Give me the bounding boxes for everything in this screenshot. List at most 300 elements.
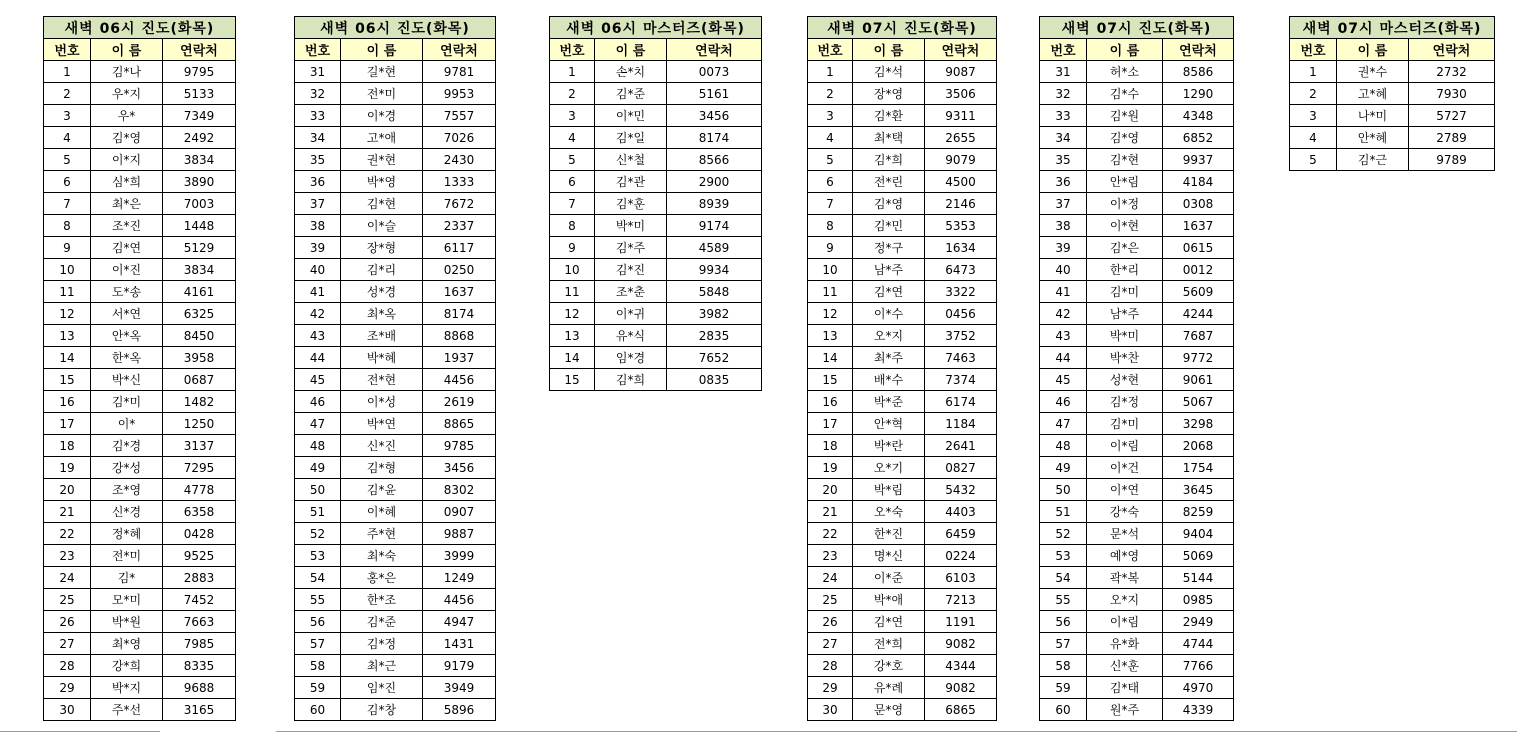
contact-cell: 9781 — [423, 61, 496, 83]
contact-cell: 9772 — [1163, 347, 1234, 369]
contact-cell: 4339 — [1163, 699, 1234, 721]
row-number-cell: 4 — [550, 127, 595, 149]
row-number-cell: 46 — [295, 391, 341, 413]
row-number-cell: 9 — [44, 237, 91, 259]
member-name-cell: 강*성 — [91, 457, 163, 479]
row-number-cell: 31 — [1040, 61, 1087, 83]
member-name-cell: 이*경 — [341, 105, 423, 127]
row-number-cell: 12 — [808, 303, 853, 325]
table-row — [44, 105, 236, 127]
row-number-cell: 24 — [44, 567, 91, 589]
contact-cell: 1634 — [925, 237, 997, 259]
contact-cell: 5144 — [1163, 567, 1234, 589]
contact-cell: 7374 — [925, 369, 997, 391]
member-name-cell: 이*림 — [1087, 435, 1163, 457]
contact-cell: 8566 — [667, 149, 762, 171]
row-number-cell: 35 — [295, 149, 341, 171]
member-name-cell: 김*일 — [595, 127, 667, 149]
contact-cell: 3456 — [667, 105, 762, 127]
contact-cell: 3456 — [423, 457, 496, 479]
contact-cell: 4348 — [1163, 105, 1234, 127]
row-number-cell: 43 — [1040, 325, 1087, 347]
member-name-cell: 심*희 — [91, 171, 163, 193]
table-title-row — [1290, 17, 1495, 39]
member-name-cell: 이*정 — [1087, 193, 1163, 215]
contact-cell: 9953 — [423, 83, 496, 105]
table-title-row — [808, 17, 997, 39]
member-name-cell: 김*현 — [341, 193, 423, 215]
member-name-cell: 전*희 — [853, 633, 925, 655]
member-name-cell: 한*리 — [1087, 259, 1163, 281]
table-row — [295, 83, 496, 105]
row-number-cell: 48 — [295, 435, 341, 457]
table-row — [295, 127, 496, 149]
row-number-cell: 16 — [44, 391, 91, 413]
table-header-row — [1040, 39, 1234, 61]
table-row — [808, 413, 997, 435]
row-number-cell: 50 — [1040, 479, 1087, 501]
contact-cell: 3982 — [667, 303, 762, 325]
row-number-cell: 24 — [808, 567, 853, 589]
contact-cell: 3834 — [163, 149, 236, 171]
table-row — [44, 149, 236, 171]
member-name-cell: 김*미 — [1087, 413, 1163, 435]
member-name-cell: 허*소 — [1087, 61, 1163, 83]
member-name-cell: 한*조 — [341, 589, 423, 611]
contact-header: 연락처 — [925, 39, 997, 61]
row-number-cell: 13 — [44, 325, 91, 347]
table-row — [1290, 83, 1495, 105]
row-number-cell: 1 — [550, 61, 595, 83]
row-number-cell: 28 — [808, 655, 853, 677]
member-name-cell: 우*지 — [91, 83, 163, 105]
row-number-cell: 36 — [1040, 171, 1087, 193]
row-number-cell: 42 — [295, 303, 341, 325]
member-name-cell: 유*화 — [1087, 633, 1163, 655]
roster-table-0700-jindo-b — [1039, 16, 1234, 721]
table-row — [1040, 127, 1234, 149]
member-name-cell: 김*경 — [91, 435, 163, 457]
table-row — [295, 457, 496, 479]
page-bottom-rule-right — [276, 731, 1517, 732]
row-number-cell: 53 — [295, 545, 341, 567]
table-row — [550, 127, 762, 149]
contact-cell: 2492 — [163, 127, 236, 149]
table-row — [44, 677, 236, 699]
table-row — [808, 259, 997, 281]
member-name-cell: 이*슬 — [341, 215, 423, 237]
row-number-cell: 41 — [1040, 281, 1087, 303]
member-name-cell: 전*미 — [341, 83, 423, 105]
table-row — [808, 435, 997, 457]
member-name-cell: 강*희 — [91, 655, 163, 677]
member-name-cell: 이*연 — [1087, 479, 1163, 501]
contact-cell: 5069 — [1163, 545, 1234, 567]
row-number-cell: 22 — [44, 523, 91, 545]
contact-cell: 5067 — [1163, 391, 1234, 413]
contact-cell: 9087 — [925, 61, 997, 83]
row-number-cell: 60 — [295, 699, 341, 721]
row-number-cell: 1 — [1290, 61, 1337, 83]
table-row — [808, 83, 997, 105]
row-number-cell: 39 — [1040, 237, 1087, 259]
contact-cell: 2430 — [423, 149, 496, 171]
table-row — [1040, 457, 1234, 479]
row-number-cell: 30 — [44, 699, 91, 721]
contact-cell: 6473 — [925, 259, 997, 281]
contact-cell: 9174 — [667, 215, 762, 237]
row-number-cell: 44 — [1040, 347, 1087, 369]
contact-cell: 0250 — [423, 259, 496, 281]
row-number-cell: 5 — [808, 149, 853, 171]
contact-header: 연락처 — [423, 39, 496, 61]
table-row — [295, 567, 496, 589]
table-row — [1040, 303, 1234, 325]
table-row — [1040, 105, 1234, 127]
table-row — [295, 105, 496, 127]
table-row — [550, 347, 762, 369]
member-name-cell: 권*수 — [1337, 61, 1409, 83]
contact-cell: 9525 — [163, 545, 236, 567]
table-row — [1040, 611, 1234, 633]
table-row — [44, 611, 236, 633]
table-row — [295, 479, 496, 501]
contact-cell: 1290 — [1163, 83, 1234, 105]
table-row — [295, 149, 496, 171]
table-row — [1040, 501, 1234, 523]
contact-cell: 7463 — [925, 347, 997, 369]
member-name-cell: 김*훈 — [595, 193, 667, 215]
table-row — [44, 303, 236, 325]
table-row — [295, 413, 496, 435]
row-number-cell: 2 — [1290, 83, 1337, 105]
row-number-cell: 14 — [808, 347, 853, 369]
contact-cell: 6174 — [925, 391, 997, 413]
member-name-cell: 도*송 — [91, 281, 163, 303]
member-name-cell: 김*연 — [853, 281, 925, 303]
contact-cell: 2949 — [1163, 611, 1234, 633]
row-number-cell: 4 — [44, 127, 91, 149]
table-row — [550, 61, 762, 83]
member-name-cell: 최*은 — [91, 193, 163, 215]
table-row — [44, 61, 236, 83]
member-name-cell: 한*옥 — [91, 347, 163, 369]
contact-cell: 3137 — [163, 435, 236, 457]
contact-header: 연락처 — [163, 39, 236, 61]
table-row — [808, 457, 997, 479]
row-number-cell: 15 — [44, 369, 91, 391]
contact-cell: 1191 — [925, 611, 997, 633]
contact-cell: 6865 — [925, 699, 997, 721]
member-name-cell: 김*희 — [595, 369, 667, 391]
contact-cell: 9404 — [1163, 523, 1234, 545]
contact-cell: 7930 — [1409, 83, 1495, 105]
row-number-cell: 3 — [44, 105, 91, 127]
contact-cell: 8259 — [1163, 501, 1234, 523]
contact-cell: 7672 — [423, 193, 496, 215]
contact-cell: 0073 — [667, 61, 762, 83]
member-name-cell: 배*수 — [853, 369, 925, 391]
table-row — [44, 127, 236, 149]
member-name-cell: 김*현 — [1087, 149, 1163, 171]
table-row — [808, 589, 997, 611]
contact-cell: 2732 — [1409, 61, 1495, 83]
row-number-cell: 37 — [1040, 193, 1087, 215]
contact-cell: 0985 — [1163, 589, 1234, 611]
row-number-cell: 30 — [808, 699, 853, 721]
row-number-cell: 13 — [550, 325, 595, 347]
row-number-cell: 43 — [295, 325, 341, 347]
table-row — [44, 479, 236, 501]
table-row — [295, 611, 496, 633]
table-row — [808, 391, 997, 413]
table-row — [1040, 193, 1234, 215]
row-number-cell: 5 — [1290, 149, 1337, 171]
contact-cell: 7766 — [1163, 655, 1234, 677]
row-number-cell: 23 — [808, 545, 853, 567]
roster-table-0600-jindo-a — [43, 16, 236, 721]
contact-cell: 3834 — [163, 259, 236, 281]
table-row — [1040, 633, 1234, 655]
row-number-cell: 58 — [295, 655, 341, 677]
row-number-cell: 25 — [808, 589, 853, 611]
member-name-cell: 남*주 — [1087, 303, 1163, 325]
row-number-cell: 32 — [295, 83, 341, 105]
table-row — [808, 545, 997, 567]
contact-cell: 3752 — [925, 325, 997, 347]
row-number-cell: 29 — [44, 677, 91, 699]
contact-cell: 9785 — [423, 435, 496, 457]
member-name-cell: 정*구 — [853, 237, 925, 259]
member-name-cell: 이*진 — [91, 259, 163, 281]
row-number-cell: 55 — [1040, 589, 1087, 611]
row-number-cell: 11 — [808, 281, 853, 303]
member-name-cell: 주*선 — [91, 699, 163, 721]
row-number-cell: 38 — [1040, 215, 1087, 237]
member-name-cell: 강*숙 — [1087, 501, 1163, 523]
table-row — [295, 699, 496, 721]
contact-cell: 1937 — [423, 347, 496, 369]
member-name-cell: 김*관 — [595, 171, 667, 193]
table-row — [44, 545, 236, 567]
member-name-cell: 이*건 — [1087, 457, 1163, 479]
row-number-cell: 41 — [295, 281, 341, 303]
contact-cell: 1637 — [1163, 215, 1234, 237]
table-row — [808, 127, 997, 149]
contact-cell: 8302 — [423, 479, 496, 501]
contact-cell: 0687 — [163, 369, 236, 391]
contact-cell: 1333 — [423, 171, 496, 193]
row-number-cell: 34 — [295, 127, 341, 149]
member-name-cell: 손*치 — [595, 61, 667, 83]
row-number-cell: 2 — [808, 83, 853, 105]
number-header: 번호 — [295, 39, 341, 61]
contact-cell: 9311 — [925, 105, 997, 127]
member-name-cell: 신*경 — [91, 501, 163, 523]
table-row — [44, 237, 236, 259]
row-number-cell: 6 — [550, 171, 595, 193]
table-row — [808, 325, 997, 347]
table-row — [295, 325, 496, 347]
table-row — [44, 83, 236, 105]
table-row — [295, 677, 496, 699]
member-name-cell: 김*석 — [853, 61, 925, 83]
contact-cell: 9082 — [925, 677, 997, 699]
contact-cell: 4500 — [925, 171, 997, 193]
table-row — [295, 171, 496, 193]
number-header: 번호 — [808, 39, 853, 61]
contact-cell: 4244 — [1163, 303, 1234, 325]
table-row — [44, 391, 236, 413]
contact-cell: 8174 — [423, 303, 496, 325]
contact-cell: 9789 — [1409, 149, 1495, 171]
row-number-cell: 26 — [808, 611, 853, 633]
table-row — [550, 149, 762, 171]
row-number-cell: 11 — [44, 281, 91, 303]
member-name-cell: 전*미 — [91, 545, 163, 567]
row-number-cell: 6 — [808, 171, 853, 193]
table-row — [550, 171, 762, 193]
row-number-cell: 54 — [1040, 567, 1087, 589]
member-name-cell: 최*주 — [853, 347, 925, 369]
contact-cell: 8586 — [1163, 61, 1234, 83]
member-name-cell: 이*준 — [853, 567, 925, 589]
table-row — [550, 303, 762, 325]
member-name-cell: 장*형 — [341, 237, 423, 259]
member-name-cell: 임*경 — [595, 347, 667, 369]
member-name-cell: 최*근 — [341, 655, 423, 677]
contact-cell: 6103 — [925, 567, 997, 589]
contact-cell: 4161 — [163, 281, 236, 303]
table-row — [1040, 523, 1234, 545]
row-number-cell: 19 — [44, 457, 91, 479]
row-number-cell: 9 — [550, 237, 595, 259]
table-row — [550, 105, 762, 127]
member-name-cell: 박*찬 — [1087, 347, 1163, 369]
table-header-row — [1290, 39, 1495, 61]
row-number-cell: 3 — [808, 105, 853, 127]
row-number-cell: 45 — [1040, 369, 1087, 391]
table-row — [44, 259, 236, 281]
row-number-cell: 49 — [1040, 457, 1087, 479]
row-number-cell: 15 — [550, 369, 595, 391]
member-name-cell: 신*철 — [595, 149, 667, 171]
member-name-cell: 조*영 — [91, 479, 163, 501]
table-row — [44, 281, 236, 303]
row-number-cell: 8 — [550, 215, 595, 237]
contact-cell: 3645 — [1163, 479, 1234, 501]
table-row — [295, 259, 496, 281]
contact-cell: 7003 — [163, 193, 236, 215]
contact-cell: 9887 — [423, 523, 496, 545]
table-row — [44, 699, 236, 721]
contact-cell: 9937 — [1163, 149, 1234, 171]
contact-cell: 0428 — [163, 523, 236, 545]
table-row — [1040, 347, 1234, 369]
member-name-cell: 박*란 — [853, 435, 925, 457]
member-name-cell: 김*정 — [341, 633, 423, 655]
table-row — [44, 171, 236, 193]
table-row — [1040, 699, 1234, 721]
table-row — [1040, 655, 1234, 677]
table-row — [295, 391, 496, 413]
member-name-cell: 고*애 — [341, 127, 423, 149]
member-name-cell: 박*준 — [853, 391, 925, 413]
member-name-cell: 최*옥 — [341, 303, 423, 325]
row-number-cell: 29 — [808, 677, 853, 699]
member-name-cell: 이*민 — [595, 105, 667, 127]
table-row — [808, 303, 997, 325]
contact-cell: 7349 — [163, 105, 236, 127]
contact-cell: 4778 — [163, 479, 236, 501]
table-row — [808, 61, 997, 83]
member-name-cell: 권*현 — [341, 149, 423, 171]
contact-cell: 4456 — [423, 589, 496, 611]
member-name-cell: 오*기 — [853, 457, 925, 479]
member-name-cell: 장*영 — [853, 83, 925, 105]
contact-cell: 3298 — [1163, 413, 1234, 435]
member-name-cell: 김*연 — [853, 611, 925, 633]
table-row — [44, 215, 236, 237]
table-row — [44, 501, 236, 523]
member-name-cell: 김*수 — [1087, 83, 1163, 105]
member-name-cell: 김*영 — [1087, 127, 1163, 149]
member-name-cell: 이*귀 — [595, 303, 667, 325]
row-number-cell: 23 — [44, 545, 91, 567]
roster-table-0700-masters — [1289, 16, 1495, 171]
table-row — [1040, 237, 1234, 259]
row-number-cell: 3 — [550, 105, 595, 127]
table-row — [550, 259, 762, 281]
row-number-cell: 37 — [295, 193, 341, 215]
contact-cell: 0308 — [1163, 193, 1234, 215]
member-name-cell: 김*준 — [595, 83, 667, 105]
table-row — [44, 457, 236, 479]
member-name-cell: 김*희 — [853, 149, 925, 171]
member-name-cell: 박*혜 — [341, 347, 423, 369]
member-name-cell: 고*혜 — [1337, 83, 1409, 105]
table-row — [295, 633, 496, 655]
member-name-cell: 남*주 — [853, 259, 925, 281]
contact-cell: 6325 — [163, 303, 236, 325]
table-row — [1040, 567, 1234, 589]
contact-cell: 2655 — [925, 127, 997, 149]
table-row — [295, 193, 496, 215]
row-number-cell: 58 — [1040, 655, 1087, 677]
row-number-cell: 49 — [295, 457, 341, 479]
table-row — [808, 479, 997, 501]
contact-cell: 5161 — [667, 83, 762, 105]
row-number-cell: 51 — [295, 501, 341, 523]
contact-cell: 8450 — [163, 325, 236, 347]
contact-header: 연락처 — [1409, 39, 1495, 61]
row-number-cell: 3 — [1290, 105, 1337, 127]
table-title-row — [1040, 17, 1234, 39]
table-row — [44, 589, 236, 611]
contact-cell: 1250 — [163, 413, 236, 435]
member-name-cell: 김*미 — [91, 391, 163, 413]
row-number-cell: 18 — [808, 435, 853, 457]
table-title-row — [550, 17, 762, 39]
contact-cell: 3322 — [925, 281, 997, 303]
table-row — [295, 369, 496, 391]
table-row — [295, 435, 496, 457]
contact-cell: 4589 — [667, 237, 762, 259]
member-name-cell: 이*혜 — [341, 501, 423, 523]
contact-cell: 7557 — [423, 105, 496, 127]
table-title: 새벽 06시 진도(화목) — [44, 17, 236, 39]
member-name-cell: 박*애 — [853, 589, 925, 611]
